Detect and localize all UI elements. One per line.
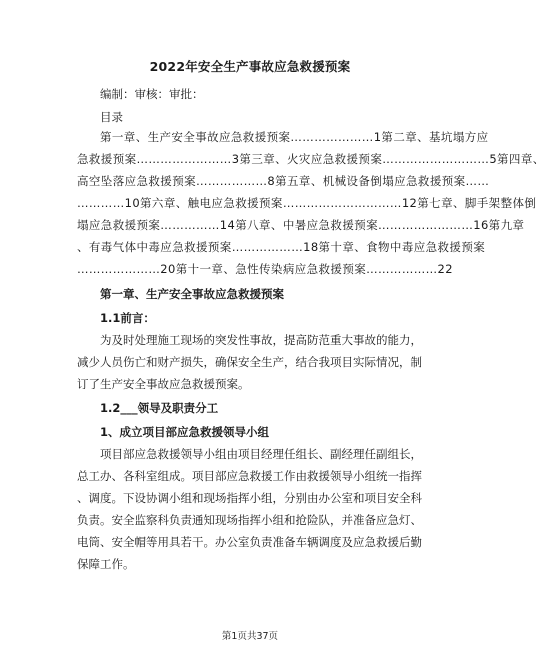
toc-line: …………10第六章、触电应急救援预案…………………………12第七章、脚手架整体倒 — [77, 196, 537, 210]
chapter-heading: 第一章、生产安全事故应急救援预案 — [100, 287, 284, 301]
paragraph-line: 总工办、各科室组成。项目部应急救援工作由救援领导小组统一指挥 — [77, 469, 422, 483]
toc-line: 塌应急救援预案……………14第八章、中暑应急救援预案……………………16第九章 — [77, 218, 525, 232]
toc-line: 高空坠落应急救援预案………………8第五章、机械设备倒塌应急救援预案…… — [77, 174, 490, 188]
paragraph-line: 减少人员伤亡和财产损失，确保安全生产，结合我项目实际情况，制 — [77, 355, 422, 369]
toc-heading: 目录 — [100, 110, 123, 124]
paragraph-line: 项目部应急救援领导小组由项目经理任组长、副经理任副组长， — [100, 447, 422, 461]
document-title: 2022年安全生产事故应急救援预案 — [149, 59, 351, 74]
toc-line: 、有毒气体中毒应急救援预案………………18第十章、食物中毒应急救援预案 — [77, 240, 486, 254]
paragraph-line: 保障工作。 — [77, 557, 135, 571]
toc-line: 第一章、生产安全事故应急救援预案…………………1第二章、基坑塌方应 — [100, 130, 489, 144]
toc-line: …………………20第十一章、急性传染病应急救援预案………………22 — [77, 262, 453, 276]
paragraph-line: 、调度。下设协调小组和现场指挥小组，分别由办公室和项目安全科 — [77, 491, 422, 505]
paragraph-line: 负责。安全监察科负责通知现场指挥小组和抢险队，并准备应急灯、 — [77, 513, 422, 527]
paragraph-line: 为及时处理施工现场的突发性事故，提高防范重大事故的能力， — [100, 333, 422, 347]
section-heading: 1.2___领导及职责分工 — [100, 401, 219, 415]
toc-line: 急救援预案……………………3第三章、火灾应急救援预案………………………5第四章、 — [77, 152, 545, 166]
meta-line: 编制：审核：审批： — [100, 87, 204, 101]
page-number: 第1页共37页 — [221, 631, 279, 642]
section-heading: 1.1前言： — [100, 311, 155, 325]
paragraph-line: 电筒、安全帽等用具若干。办公室负责准备车辆调度及应急救援后勤 — [77, 535, 422, 549]
paragraph-line: 订了生产安全事故应急救援预案。 — [77, 377, 250, 391]
subsection-heading: 1、成立项目部应急救援领导小组 — [100, 425, 269, 439]
